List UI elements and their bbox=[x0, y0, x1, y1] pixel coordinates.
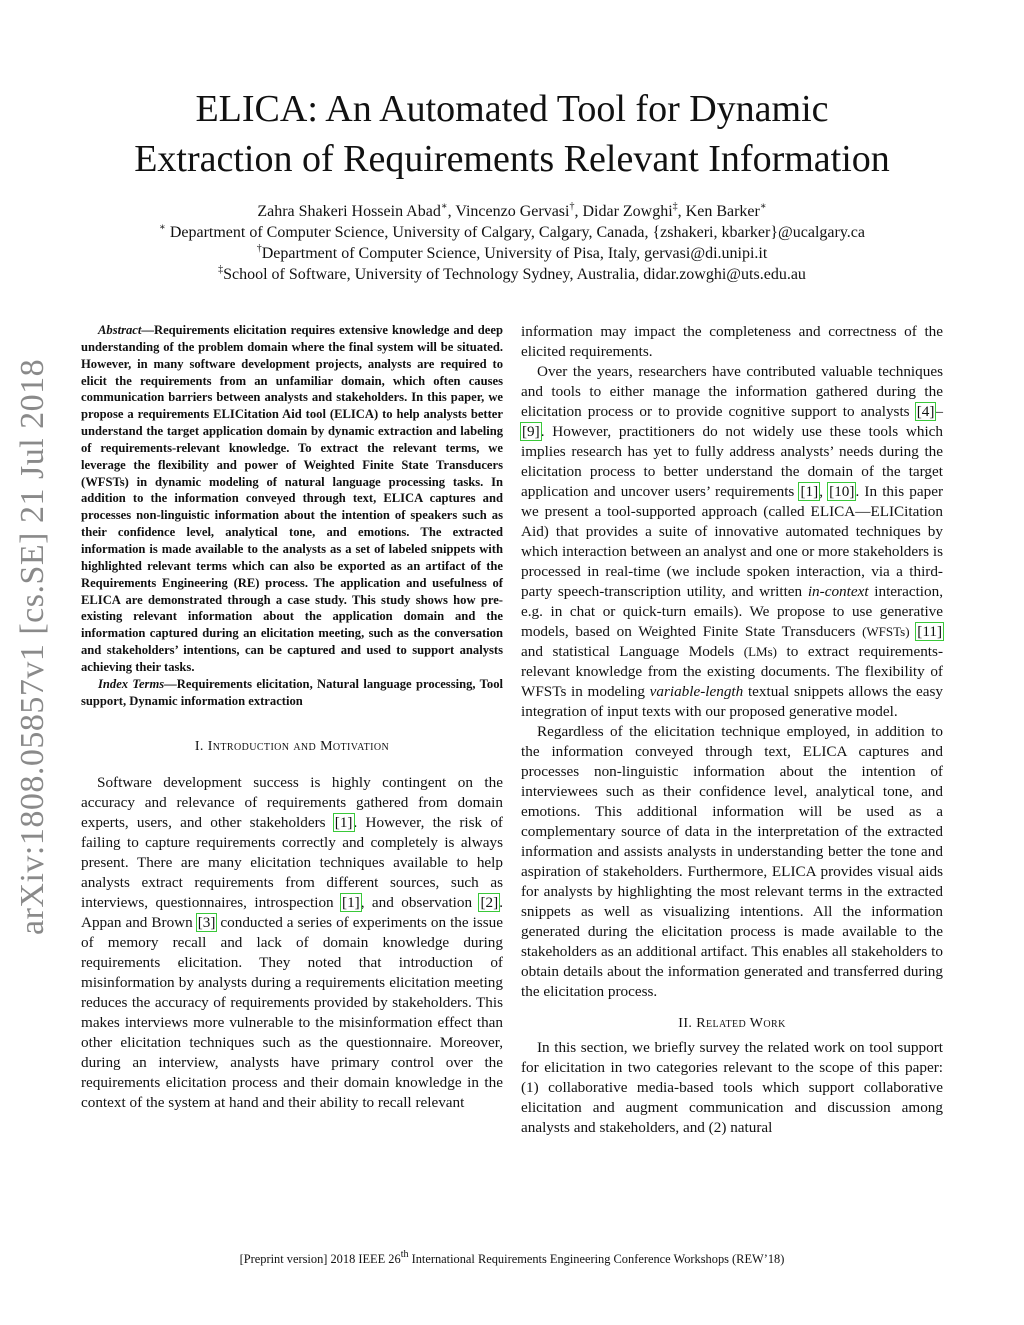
citation-link[interactable]: [11] bbox=[917, 623, 943, 640]
affiliation-mark: † bbox=[256, 242, 262, 254]
left-column bbox=[81, 322, 503, 1113]
affiliation-uts bbox=[60, 264, 964, 285]
emphasis-text: variable-length bbox=[649, 683, 744, 700]
author-names: Zahra Shakeri Hossein Abad∗, Vincenzo Gervasi†, Didar Zowghi‡, Ken Barker∗ bbox=[257, 200, 767, 220]
citation-link[interactable]: [1] bbox=[342, 894, 360, 912]
affiliation-mark: † bbox=[569, 200, 575, 212]
title-line-1: ELICA: An Automated Tool for Dynamic bbox=[195, 88, 829, 130]
section-heading-intro bbox=[81, 739, 503, 755]
related-paragraph-1: In this section, we briefly survey the related work on tool support for elicitation in two categories relevant to the scope of this paper: (1) collaborative media-based tools which support collaborative elicitation and augment communication and discussion among analysts and stakeholders, and (2) natural bbox=[521, 1039, 943, 1136]
affiliation-mark: ‡ bbox=[218, 263, 224, 275]
citation-link[interactable]: [4] bbox=[916, 403, 935, 420]
abstract-text: —Requirements elicitation requires extensive knowledge and deep understanding of the problem domain where the final system will be situated. However, in many software development projects, analysts are required to elicit the requirements from an unfamiliar domain, which often causes communication barriers between analysts and stakeholders. In this paper, we propose a requirements ELICitation Aid tool (ELICA) to help analysts better understand the target application domain by dynamic extraction and labeling of requirements-relevant knowledge. To extract the relevant terms, we leverage the flexibility and power of Weighted Finite State Transducers (WFSTs) in dynamic modeling of natural language processing tasks. In addition to the information conveyed through text, ELICA captures and processes non-linguistic information about the intention of speakers such as their confidence level, analytical tone, and emotions. The extracted information is made available to the analysts as a set of labeled snippets with highlighted relevant terms which can also be exported as an artifact of the Requirements Engineering (RE) process. The application and usefulness of ELICA are demonstrated through a case study. This study shows how pre-existing relevant information about the application domain and the information captured during an elicitation meeting, such as the conversation and stakeholders’ intentions, can be captured and used to support analysts achieving their tasks. bbox=[81, 323, 503, 674]
index-terms-label: Index Terms bbox=[98, 676, 165, 691]
footer-text: [Preprint version] 2018 IEEE 26 bbox=[239, 1252, 401, 1266]
author-name: Vincenzo Gervasi bbox=[455, 203, 570, 220]
citation-link[interactable]: [9] bbox=[522, 423, 540, 440]
affiliation-mark: ∗ bbox=[759, 200, 767, 212]
affiliation-pisa bbox=[60, 243, 964, 264]
section-title: Introduction and Motivation bbox=[207, 739, 390, 755]
abstract-label: Abstract bbox=[98, 323, 142, 337]
affiliation-mark: ‡ bbox=[672, 200, 678, 212]
body-text: . However, practitioners do not widely use these tools which implies research has yet to fully address analysts’ needs during the elicitation process to better understand the domain of the target application and uncover users’ requirements bbox=[521, 423, 943, 500]
author-name: Didar Zowghi bbox=[582, 203, 673, 220]
page-footer bbox=[60, 1248, 964, 1267]
body-text: Over the years, researchers have contributed valuable techniques and tools to either manage the information gathered during the elicitation process or to provide cognitive support to analysts bbox=[521, 363, 943, 420]
emphasis-text: in-context bbox=[807, 583, 869, 600]
index-terms bbox=[81, 676, 503, 710]
affiliation-text: Department of Computer Science, University of Calgary, Calgary, Canada, {zshakeri, kbarker}@ucalgary.ca bbox=[169, 224, 865, 241]
affiliation-calgary bbox=[60, 222, 964, 243]
body-text: . In this paper we present a tool-supported approach (called ELICA—ELICitation Aid) that provides a suite of innovative automated techniques by which interaction between an analyst and one or more stakeholders is processed in real-time (we include spoken interaction, via a third-party speech-transcription utility, and written bbox=[521, 483, 944, 600]
body-text: Software development success is highly contingent on the accuracy and relevance of requirements gathered from domain experts, users, and other stakeholders bbox=[81, 774, 503, 832]
author-name: Ken Barker bbox=[685, 203, 760, 220]
arxiv-identifier-stamp: arXiv:1808.05857v1 [cs.SE] 21 Jul 2018 bbox=[14, 358, 51, 935]
section-title: Related Work bbox=[696, 1016, 786, 1031]
affiliation-mark: ∗ bbox=[440, 200, 448, 212]
affiliation-mark: ∗ bbox=[159, 221, 166, 233]
index-terms-text: —Requirements elicitation, Natural language processing, Tool support, Dynamic information extraction bbox=[81, 676, 503, 708]
right-column bbox=[521, 322, 943, 1138]
abstract bbox=[81, 322, 503, 676]
body-text: , bbox=[819, 483, 829, 500]
section-number: I. bbox=[194, 739, 208, 755]
author-name: Zahra Shakeri Hossein Abad bbox=[257, 203, 441, 220]
body-text: – bbox=[935, 403, 943, 420]
section-heading-related bbox=[521, 1016, 943, 1032]
footer-text: International Requirements Engineering Conference Workshops (REW’18) bbox=[408, 1252, 785, 1266]
citation-link[interactable]: [1] bbox=[800, 483, 819, 500]
affiliation-text: School of Software, University of Technology Sydney, Australia, didar.zowghi@uts.edu.au bbox=[223, 266, 806, 283]
acronym-text: (LMs) bbox=[743, 644, 777, 659]
acronym-text: (WFSTs) bbox=[862, 624, 910, 639]
affiliation-text: Department of Computer Science, University of Pisa, Italy, gervasi@di.unipi.it bbox=[261, 245, 768, 262]
intro-paragraph-1 bbox=[81, 773, 503, 1113]
body-text: . However, the risk of failing to capture requirements correctly and completely is always present. There are many elicitation techniques available to help analysts extract requirements from different sources, such as interviews, questionnaires, introspection bbox=[81, 814, 503, 912]
citation-link[interactable]: [3] bbox=[197, 914, 216, 932]
citation-link[interactable]: [10] bbox=[829, 483, 855, 500]
section-number: II. bbox=[678, 1016, 697, 1031]
body-text: . Appan and Brown bbox=[81, 894, 503, 932]
citation-link[interactable]: [2] bbox=[480, 894, 499, 912]
intro-paragraph-continued: information may impact the completeness and correctness of the elicited requirements. bbox=[521, 323, 943, 360]
intro-paragraph-2 bbox=[521, 362, 943, 722]
title-line-2: Extraction of Requirements Relevant Information bbox=[134, 138, 890, 180]
body-text: interaction, e.g. in chat or quick-turn emails). We propose to use generative models, based on Weighted Finite State Transducers bbox=[521, 583, 943, 640]
intro-paragraph-3: Regardless of the elicitation technique employed, in addition to the information conveyed through text, ELICA captures and processes non-linguistic information about the intention of interviewees such as their confidence level, analytical tone, and emotions. This additional information will be used as a complementary source of data in the interpretation of the extracted information and assists analysts in understanding better the tone and aspiration of stakeholders. Furthermore, ELICA provides visual aids for analysts by highlighting the most relevant terms in the extracted snippets as well as visualizing intentions. All the information generated during the elicitation process is made available to the stakeholders as an additional artifact. This enables all stakeholders to obtain details about the information generated and transferred during the elicitation process. bbox=[521, 723, 943, 1000]
citation-link[interactable]: [1] bbox=[334, 814, 353, 832]
footer-superscript: th bbox=[400, 1248, 409, 1260]
body-text: conducted a series of experiments on the issue of memory recall and lack of domain knowledge during requirements elicitation. They noted that introduction of misinformation by analysts during a requirements elicitation meeting reduces the accuracy of requirements provided by stakeholders. This makes interviews more vulnerable to the misinformation effect than other elicitation techniques such as the questionnaire. Moreover, during an interview, analysts have primary control over the requirements elicitation process and their domain knowledge in the context of the system at hand and their ability to recall relevant bbox=[81, 914, 503, 1112]
body-text: , and observation bbox=[360, 894, 480, 912]
author-block bbox=[60, 201, 964, 285]
body-text: to extract requirements-relevant knowledge from the existing documents. The flexibility of WFSTs in modeling bbox=[521, 643, 943, 700]
body-text: textual snippets allows the easy integration of input texts with our proposed generative model. bbox=[521, 683, 943, 720]
paper-title bbox=[60, 84, 964, 184]
body-text: and statistical Language Models bbox=[521, 643, 744, 660]
